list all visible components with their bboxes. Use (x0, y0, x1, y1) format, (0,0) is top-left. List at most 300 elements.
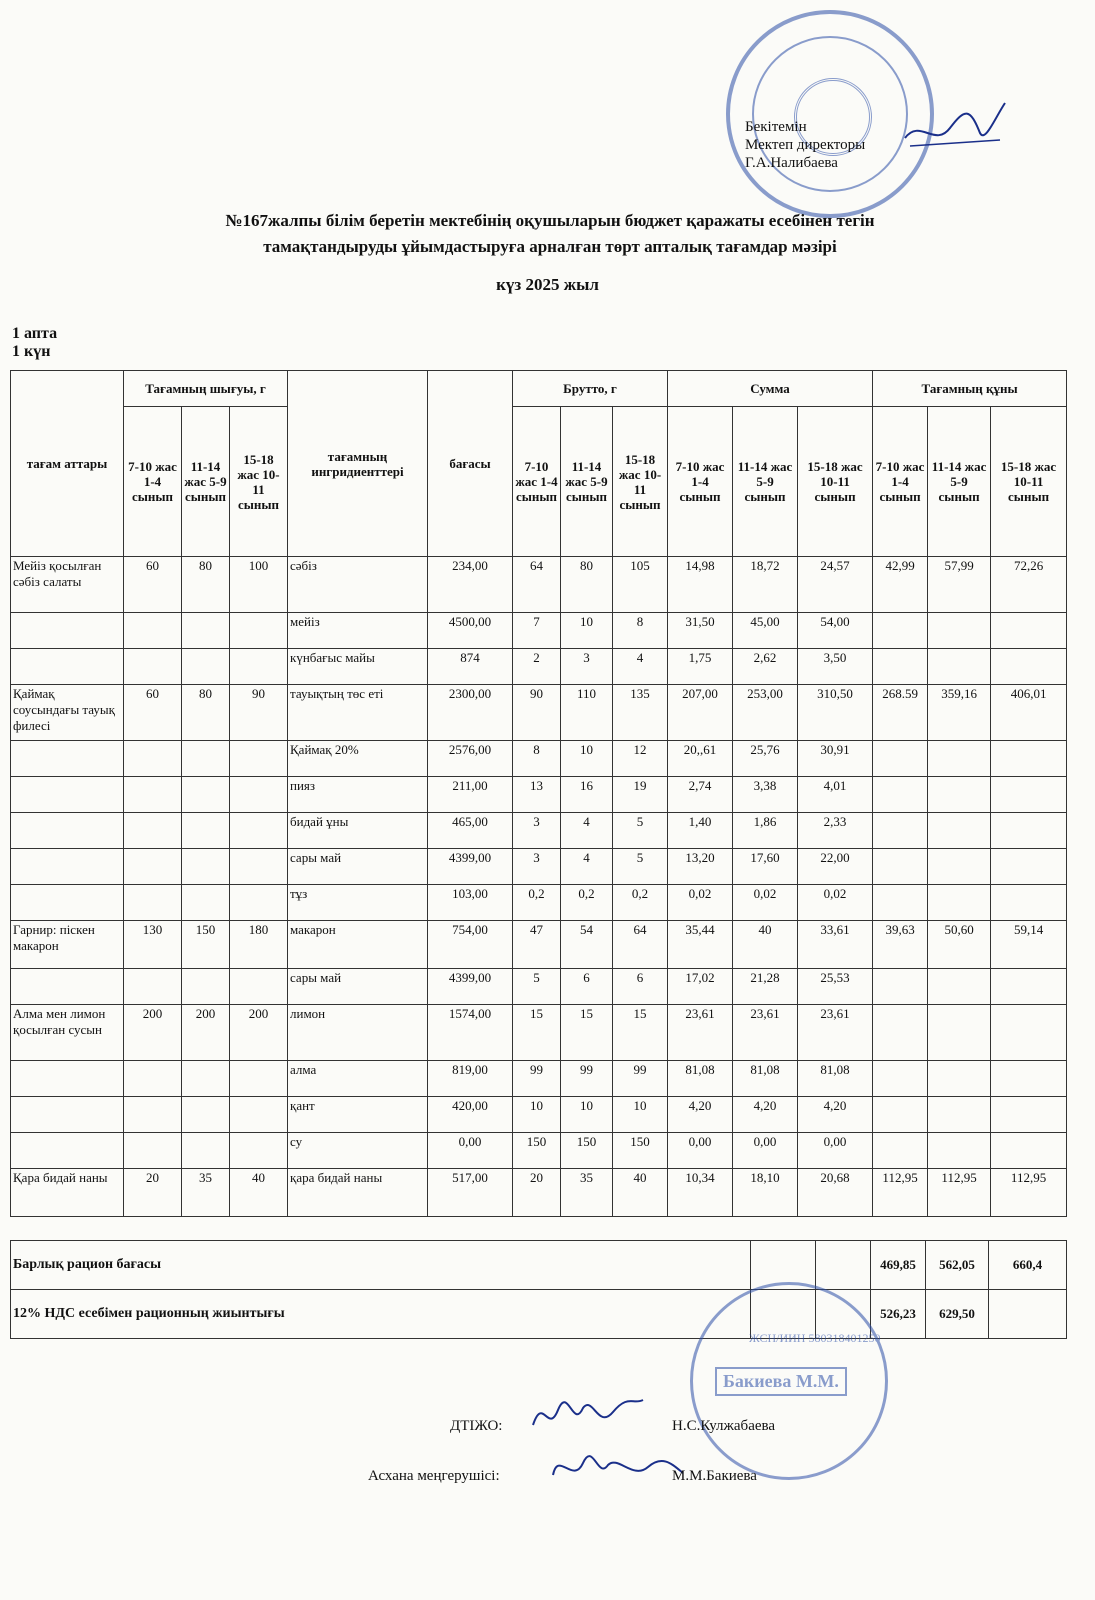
cost-c (991, 741, 1067, 777)
header-brutto-b: 11-14 жас 5-9 сынып (561, 407, 613, 557)
brutto-a: 20 (513, 1169, 561, 1217)
brutto-a: 3 (513, 849, 561, 885)
sum-c: 30,91 (798, 741, 873, 777)
cost-c (991, 1097, 1067, 1133)
table-row (11, 685, 1067, 741)
cost-a (873, 849, 928, 885)
brutto-b: 80 (561, 557, 613, 613)
table-row (11, 1097, 1067, 1133)
totals-table (10, 1240, 1067, 1339)
brutto-c: 105 (613, 557, 668, 613)
sum-c: 81,08 (798, 1061, 873, 1097)
dish-name (11, 1133, 124, 1169)
ingredient: қара бидай наны (288, 1169, 428, 1217)
sum-b: 1,86 (733, 813, 798, 849)
cost-c (991, 1061, 1067, 1097)
vat-total-b: 629,50 (926, 1290, 989, 1339)
ingredient: бидай ұны (288, 813, 428, 849)
cost-b: 57,99 (928, 557, 991, 613)
price: 754,00 (428, 921, 513, 969)
cost-a (873, 1097, 928, 1133)
dish-name (11, 613, 124, 649)
cost-b (928, 969, 991, 1005)
canteen-signature (548, 1445, 688, 1490)
output-b (182, 613, 230, 649)
cost-b (928, 741, 991, 777)
sum-c: 54,00 (798, 613, 873, 649)
sum-a: 4,20 (668, 1097, 733, 1133)
ration-total-label: Барлық рацион бағасы (11, 1241, 751, 1290)
stamp-name: Бакиева М.М. (715, 1367, 847, 1396)
brutto-b: 6 (561, 969, 613, 1005)
output-b (182, 813, 230, 849)
approval-line-2: Мектеп директоры (745, 137, 866, 153)
dtizho-label: ДТІЖО: (450, 1418, 503, 1434)
cost-a (873, 1061, 928, 1097)
output-c (230, 813, 288, 849)
ingredient: мейіз (288, 613, 428, 649)
sum-a: 1,40 (668, 813, 733, 849)
brutto-c: 15 (613, 1005, 668, 1061)
output-c: 100 (230, 557, 288, 613)
brutto-c: 8 (613, 613, 668, 649)
brutto-b: 15 (561, 1005, 613, 1061)
output-a (124, 969, 182, 1005)
brutto-b: 99 (561, 1061, 613, 1097)
output-c: 200 (230, 1005, 288, 1061)
output-b: 35 (182, 1169, 230, 1217)
sum-b: 3,38 (733, 777, 798, 813)
ingredient: тауықтың төс еті (288, 685, 428, 741)
sum-b: 23,61 (733, 1005, 798, 1061)
table-row (11, 777, 1067, 813)
ingredient: Қаймақ 20% (288, 741, 428, 777)
sum-a: 31,50 (668, 613, 733, 649)
dish-name (11, 1061, 124, 1097)
sum-a: 0,02 (668, 885, 733, 921)
sum-c: 22,00 (798, 849, 873, 885)
dtizho-signature (528, 1390, 648, 1440)
sum-b: 18,10 (733, 1169, 798, 1217)
output-c (230, 1097, 288, 1133)
price: 874 (428, 649, 513, 685)
header-cost-a: 7-10 жас 1-4 сынып (873, 407, 928, 557)
output-c (230, 1133, 288, 1169)
page-title (120, 208, 980, 260)
output-b (182, 1061, 230, 1097)
cost-c (991, 1005, 1067, 1061)
empty-cell (816, 1241, 871, 1290)
brutto-a: 7 (513, 613, 561, 649)
sum-c: 24,57 (798, 557, 873, 613)
brutto-a: 13 (513, 777, 561, 813)
brutto-c: 0,2 (613, 885, 668, 921)
cost-a (873, 777, 928, 813)
sum-c: 33,61 (798, 921, 873, 969)
vat-total-c (989, 1290, 1067, 1339)
output-a: 130 (124, 921, 182, 969)
dish-name (11, 969, 124, 1005)
cost-b (928, 649, 991, 685)
ingredient: сары май (288, 849, 428, 885)
sum-c: 23,61 (798, 1005, 873, 1061)
sum-a: 2,74 (668, 777, 733, 813)
output-c (230, 885, 288, 921)
cost-b (928, 885, 991, 921)
dish-name: Қаймақ соусындағы тауық филесі (11, 685, 124, 741)
output-a (124, 849, 182, 885)
sum-a: 20,,61 (668, 741, 733, 777)
header-output-b: 11-14 жас 5-9 сынып (182, 407, 230, 557)
brutto-b: 10 (561, 741, 613, 777)
sum-c: 0,02 (798, 885, 873, 921)
cost-a (873, 969, 928, 1005)
price: 4500,00 (428, 613, 513, 649)
output-a (124, 885, 182, 921)
cost-c (991, 885, 1067, 921)
ingredient: қант (288, 1097, 428, 1133)
header-sum: Сумма (668, 371, 873, 407)
brutto-c: 64 (613, 921, 668, 969)
brutto-b: 110 (561, 685, 613, 741)
price: 234,00 (428, 557, 513, 613)
brutto-c: 5 (613, 813, 668, 849)
brutto-c: 4 (613, 649, 668, 685)
cost-c (991, 849, 1067, 885)
dish-name (11, 1097, 124, 1133)
brutto-c: 5 (613, 849, 668, 885)
cost-b (928, 1005, 991, 1061)
sum-b: 0,02 (733, 885, 798, 921)
sum-c: 310,50 (798, 685, 873, 741)
sum-b: 40 (733, 921, 798, 969)
price: 2300,00 (428, 685, 513, 741)
sum-a: 23,61 (668, 1005, 733, 1061)
table-row (11, 969, 1067, 1005)
price: 819,00 (428, 1061, 513, 1097)
output-b (182, 885, 230, 921)
brutto-c: 10 (613, 1097, 668, 1133)
brutto-a: 64 (513, 557, 561, 613)
table-row (11, 1061, 1067, 1097)
cost-b (928, 1061, 991, 1097)
cost-c (991, 969, 1067, 1005)
sum-b: 253,00 (733, 685, 798, 741)
header-cost-c: 15-18 жас 10-11 сынып (991, 407, 1067, 557)
brutto-a: 10 (513, 1097, 561, 1133)
ingredient: макарон (288, 921, 428, 969)
price: 0,00 (428, 1133, 513, 1169)
sum-b: 81,08 (733, 1061, 798, 1097)
table-row (11, 885, 1067, 921)
brutto-a: 47 (513, 921, 561, 969)
output-c (230, 849, 288, 885)
brutto-b: 3 (561, 649, 613, 685)
stamp-inn: ЖСН/ИИН 580318401250 (749, 1331, 881, 1345)
dish-name (11, 741, 124, 777)
approval-block (745, 118, 865, 172)
sum-a: 10,34 (668, 1169, 733, 1217)
output-a: 200 (124, 1005, 182, 1061)
canteen-name: М.М.Бакиева (672, 1468, 757, 1484)
output-a: 60 (124, 557, 182, 613)
brutto-a: 5 (513, 969, 561, 1005)
output-a (124, 813, 182, 849)
table-row (11, 921, 1067, 969)
approval-line-3: Г.А.Налибаева (745, 155, 838, 171)
sum-b: 2,62 (733, 649, 798, 685)
cost-b (928, 1097, 991, 1133)
dish-name (11, 885, 124, 921)
cost-a (873, 649, 928, 685)
price: 4399,00 (428, 969, 513, 1005)
cost-a (873, 1005, 928, 1061)
brutto-b: 0,2 (561, 885, 613, 921)
ingredient: лимон (288, 1005, 428, 1061)
table-row (11, 557, 1067, 613)
brutto-a: 3 (513, 813, 561, 849)
brutto-b: 10 (561, 1097, 613, 1133)
brutto-b: 4 (561, 849, 613, 885)
output-a (124, 741, 182, 777)
title-line-1: №167жалпы білім беретін мектебінің оқушыларын бюджет қаражаты есебінен тегін (225, 211, 875, 230)
brutto-b: 4 (561, 813, 613, 849)
brutto-b: 10 (561, 613, 613, 649)
approval-line-1: Бекітемін (745, 119, 807, 135)
cost-c (991, 813, 1067, 849)
price: 103,00 (428, 885, 513, 921)
cost-c (991, 1133, 1067, 1169)
header-sum-c: 15-18 жас 10-11 сынып (798, 407, 873, 557)
cost-c: 112,95 (991, 1169, 1067, 1217)
brutto-c: 12 (613, 741, 668, 777)
output-b (182, 969, 230, 1005)
cost-b (928, 1133, 991, 1169)
brutto-c: 99 (613, 1061, 668, 1097)
output-a: 60 (124, 685, 182, 741)
cost-b (928, 813, 991, 849)
table-row (11, 1005, 1067, 1061)
day-label: 1 күн (12, 343, 51, 360)
dtizho-name: Н.С.Кулжабаева (672, 1418, 776, 1434)
output-b (182, 777, 230, 813)
sum-c: 3,50 (798, 649, 873, 685)
header-dish: тағам аттары (11, 371, 124, 557)
header-sum-a: 7-10 жас 1-4 сынып (668, 407, 733, 557)
output-a: 20 (124, 1169, 182, 1217)
sum-c: 20,68 (798, 1169, 873, 1217)
ingredient: пияз (288, 777, 428, 813)
brutto-b: 16 (561, 777, 613, 813)
dish-name (11, 813, 124, 849)
cost-a: 42,99 (873, 557, 928, 613)
canteen-stamp (690, 1282, 888, 1480)
sum-c: 0,00 (798, 1133, 873, 1169)
dish-name: Қара бидай наны (11, 1169, 124, 1217)
cost-b: 50,60 (928, 921, 991, 969)
output-a (124, 1061, 182, 1097)
dish-name: Мейіз қосылған сәбіз салаты (11, 557, 124, 613)
vat-total-a: 526,23 (871, 1290, 926, 1339)
table-row (11, 741, 1067, 777)
ration-total-c: 660,4 (989, 1241, 1067, 1290)
output-b (182, 741, 230, 777)
cost-c: 59,14 (991, 921, 1067, 969)
header-cost: Тағамның құны (873, 371, 1067, 407)
header-brutto-c: 15-18 жас 10-11 сынып (613, 407, 668, 557)
brutto-b: 35 (561, 1169, 613, 1217)
table-row (11, 613, 1067, 649)
output-c (230, 613, 288, 649)
brutto-c: 19 (613, 777, 668, 813)
price: 517,00 (428, 1169, 513, 1217)
price: 465,00 (428, 813, 513, 849)
output-c (230, 741, 288, 777)
sum-b: 17,60 (733, 849, 798, 885)
ration-total-b: 562,05 (926, 1241, 989, 1290)
sum-b: 25,76 (733, 741, 798, 777)
header-output-a: 7-10 жас 1-4 сынып (124, 407, 182, 557)
brutto-a: 150 (513, 1133, 561, 1169)
cost-a: 112,95 (873, 1169, 928, 1217)
ingredient: су (288, 1133, 428, 1169)
brutto-a: 99 (513, 1061, 561, 1097)
brutto-c: 150 (613, 1133, 668, 1169)
header-ingredients: тағамның ингридиенттері (288, 371, 428, 557)
header-price: бағасы (428, 371, 513, 557)
output-a (124, 1097, 182, 1133)
output-a (124, 649, 182, 685)
ingredient: тұз (288, 885, 428, 921)
cost-c (991, 777, 1067, 813)
header-brutto-a: 7-10 жас 1-4 сынып (513, 407, 561, 557)
output-a (124, 613, 182, 649)
table-row (11, 813, 1067, 849)
brutto-b: 54 (561, 921, 613, 969)
brutto-a: 0,2 (513, 885, 561, 921)
brutto-a: 8 (513, 741, 561, 777)
brutto-c: 135 (613, 685, 668, 741)
brutto-c: 6 (613, 969, 668, 1005)
output-a (124, 777, 182, 813)
brutto-a: 2 (513, 649, 561, 685)
output-b: 80 (182, 685, 230, 741)
sum-b: 21,28 (733, 969, 798, 1005)
header-brutto: Брутто, г (513, 371, 668, 407)
table-row (11, 1169, 1067, 1217)
cost-b (928, 613, 991, 649)
output-b (182, 1133, 230, 1169)
sum-b: 18,72 (733, 557, 798, 613)
sum-b: 45,00 (733, 613, 798, 649)
brutto-a: 15 (513, 1005, 561, 1061)
output-c: 180 (230, 921, 288, 969)
canteen-label: Асхана меңгерушісі: (368, 1468, 500, 1484)
director-signature (900, 98, 1010, 158)
ingredient: алма (288, 1061, 428, 1097)
sum-a: 35,44 (668, 921, 733, 969)
menu-body (11, 557, 1067, 1217)
sum-a: 17,02 (668, 969, 733, 1005)
ingredient: күнбағыс майы (288, 649, 428, 685)
sum-b: 0,00 (733, 1133, 798, 1169)
ration-total-a: 469,85 (871, 1241, 926, 1290)
sum-c: 4,01 (798, 777, 873, 813)
header-output: Тағамның шығуы, г (124, 371, 288, 407)
cost-a: 39,63 (873, 921, 928, 969)
cost-a (873, 813, 928, 849)
output-c (230, 649, 288, 685)
price: 420,00 (428, 1097, 513, 1133)
header-sum-b: 11-14 жас 5-9 сынып (733, 407, 798, 557)
dish-name: Алма мен лимон қосылған сусын (11, 1005, 124, 1061)
price: 1574,00 (428, 1005, 513, 1061)
cost-c: 72,26 (991, 557, 1067, 613)
output-b (182, 849, 230, 885)
output-c: 90 (230, 685, 288, 741)
dish-name: Гарнир: піскен макарон (11, 921, 124, 969)
output-a (124, 1133, 182, 1169)
sum-c: 25,53 (798, 969, 873, 1005)
table-row (11, 1133, 1067, 1169)
price: 4399,00 (428, 849, 513, 885)
week-label: 1 апта (12, 325, 58, 342)
header-cost-b: 11-14 жас 5-9 сынып (928, 407, 991, 557)
cost-a (873, 1133, 928, 1169)
dish-name (11, 649, 124, 685)
table-row (11, 649, 1067, 685)
output-b: 150 (182, 921, 230, 969)
brutto-a: 90 (513, 685, 561, 741)
season: күз 2025 жыл (496, 275, 599, 294)
price: 211,00 (428, 777, 513, 813)
output-c: 40 (230, 1169, 288, 1217)
output-b: 80 (182, 557, 230, 613)
cost-a (873, 741, 928, 777)
dish-name (11, 777, 124, 813)
ingredient: сары май (288, 969, 428, 1005)
cost-a: 268.59 (873, 685, 928, 741)
cost-a (873, 613, 928, 649)
header-output-c: 15-18 жас 10-11 сынып (230, 407, 288, 557)
cost-b (928, 849, 991, 885)
cost-c: 406,01 (991, 685, 1067, 741)
cost-a (873, 885, 928, 921)
sum-c: 2,33 (798, 813, 873, 849)
output-b: 200 (182, 1005, 230, 1061)
table-row (11, 849, 1067, 885)
sum-a: 207,00 (668, 685, 733, 741)
week-day-block (12, 325, 57, 361)
output-b (182, 649, 230, 685)
sum-a: 0,00 (668, 1133, 733, 1169)
title-line-2: тамақтандыруды ұйымдастыруға арналған төрт апталық тағамдар мәзірі (263, 237, 837, 256)
output-c (230, 777, 288, 813)
brutto-c: 40 (613, 1169, 668, 1217)
sum-c: 4,20 (798, 1097, 873, 1133)
cost-b: 359,16 (928, 685, 991, 741)
sum-b: 4,20 (733, 1097, 798, 1133)
output-c (230, 1061, 288, 1097)
brutto-b: 150 (561, 1133, 613, 1169)
sum-a: 81,08 (668, 1061, 733, 1097)
cost-b (928, 777, 991, 813)
sum-a: 14,98 (668, 557, 733, 613)
vat-total-label: 12% НДС есебімен рационның жиынтығы (11, 1290, 751, 1339)
price: 2576,00 (428, 741, 513, 777)
menu-table (10, 370, 1067, 1217)
sum-a: 1,75 (668, 649, 733, 685)
